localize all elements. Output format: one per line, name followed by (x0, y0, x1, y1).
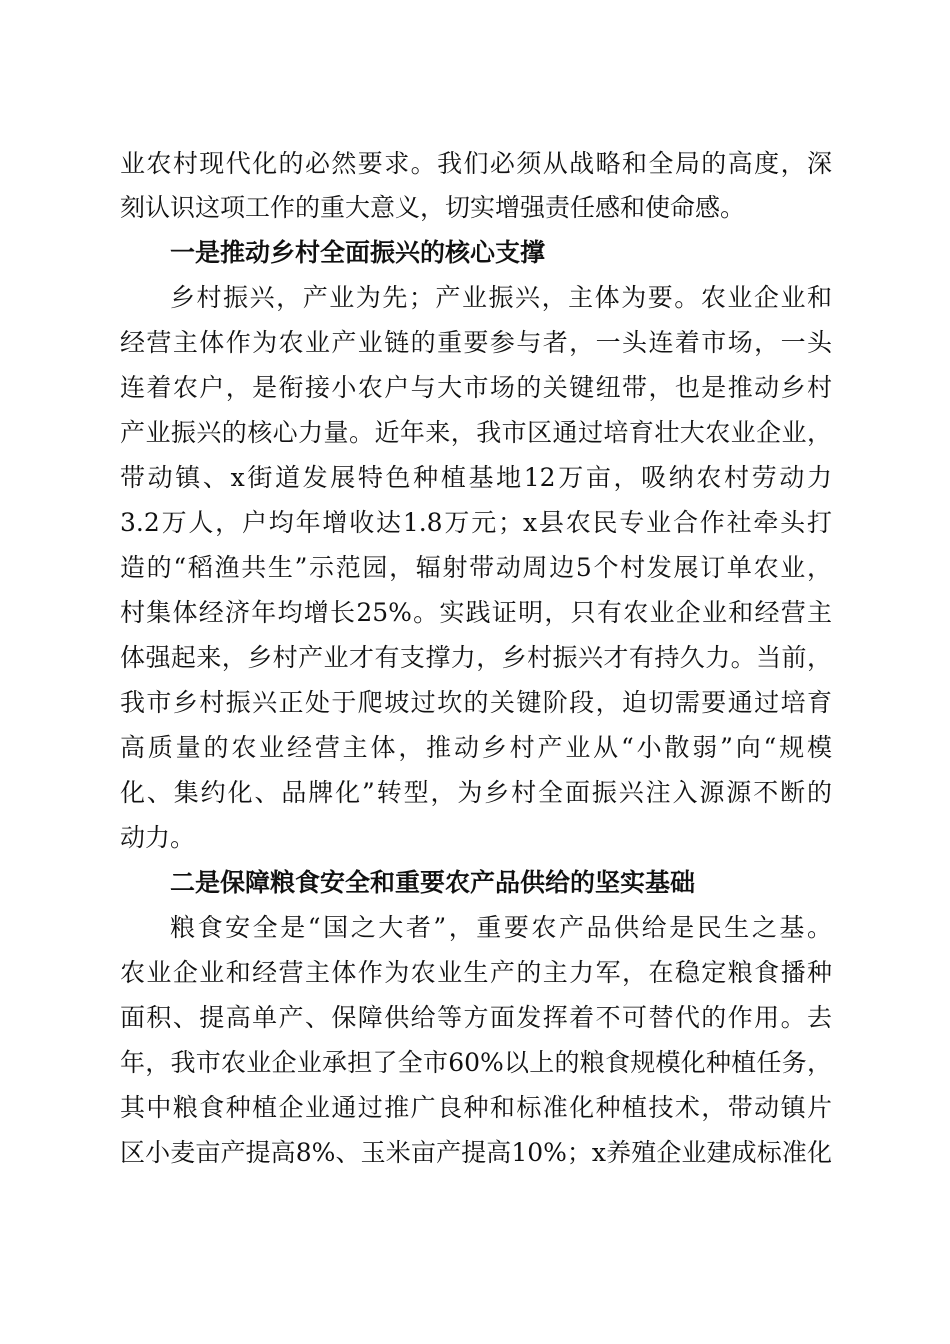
section2-line-5: 其中粮食种植企业通过推广良种和标准化种植技术，带动镇片 (120, 1093, 832, 1122)
section1-line-3: 连着农户，是衔接小农户与大市场的关键纽带，也是推动乡村 (120, 373, 832, 402)
section1-line-10: 我市乡村振兴正处于爬坡过坎的关键阶段，迫切需要通过培育 (120, 688, 832, 717)
section1-line-9: 体强起来，乡村产业才有支撑力，乡村振兴才有持久力。当前， (120, 643, 832, 672)
section1-line-6: 3.2万人，户均年增收达1.8万元；x县农民专业合作社牵头打 (120, 508, 832, 537)
section1-line-8: 村集体经济年均增长25%。实践证明，只有农业企业和经营主 (120, 598, 832, 627)
section2-line-3: 面积、提高单产、保障供给等方面发挥着不可替代的作用。去 (120, 1003, 832, 1032)
section1-line-11: 高质量的农业经营主体，推动乡村产业从“小散弱”向“规模 (120, 733, 832, 762)
section2-line-6: 区小麦亩产提高8%、玉米亩产提高10%；x养殖企业建成标准化 (120, 1138, 832, 1167)
section1-line-1: 乡村振兴，产业为先；产业振兴，主体为要。农业企业和 (170, 283, 832, 312)
section1-line-7: 造的“稻渔共生”示范园，辐射带动周边5个村发展订单农业， (120, 553, 832, 582)
intro-line-2: 刻认识这项工作的重大意义，切实增强责任感和使命感。 (120, 193, 746, 222)
section1-line-2: 经营主体作为农业产业链的重要参与者，一头连着市场，一头 (120, 328, 832, 357)
section1-line-12: 化、集约化、品牌化”转型，为乡村全面振兴注入源源不断的 (120, 778, 832, 807)
intro-line-1: 业农村现代化的必然要求。我们必须从战略和全局的高度，深 (120, 149, 832, 178)
section2-line-1: 粮食安全是“国之大者”，重要农产品供给是民生之基。 (170, 913, 832, 942)
section1-heading: 一是推动乡村全面振兴的核心支撑 (170, 238, 546, 267)
section1-line-5: 带动镇、x街道发展特色种植基地12万亩，吸纳农村劳动力 (120, 463, 832, 492)
section2-line-2: 农业企业和经营主体作为农业生产的主力军，在稳定粮食播种 (120, 958, 832, 987)
section1-line-13: 动力。 (120, 823, 196, 852)
section2-line-4: 年，我市农业企业承担了全市60%以上的粮食规模化种植任务， (120, 1048, 832, 1077)
section2-heading: 二是保障粮食安全和重要农产品供给的坚实基础 (170, 868, 696, 897)
section1-line-4: 产业振兴的核心力量。近年来，我市区通过培育壮大农业企业， (120, 418, 832, 447)
